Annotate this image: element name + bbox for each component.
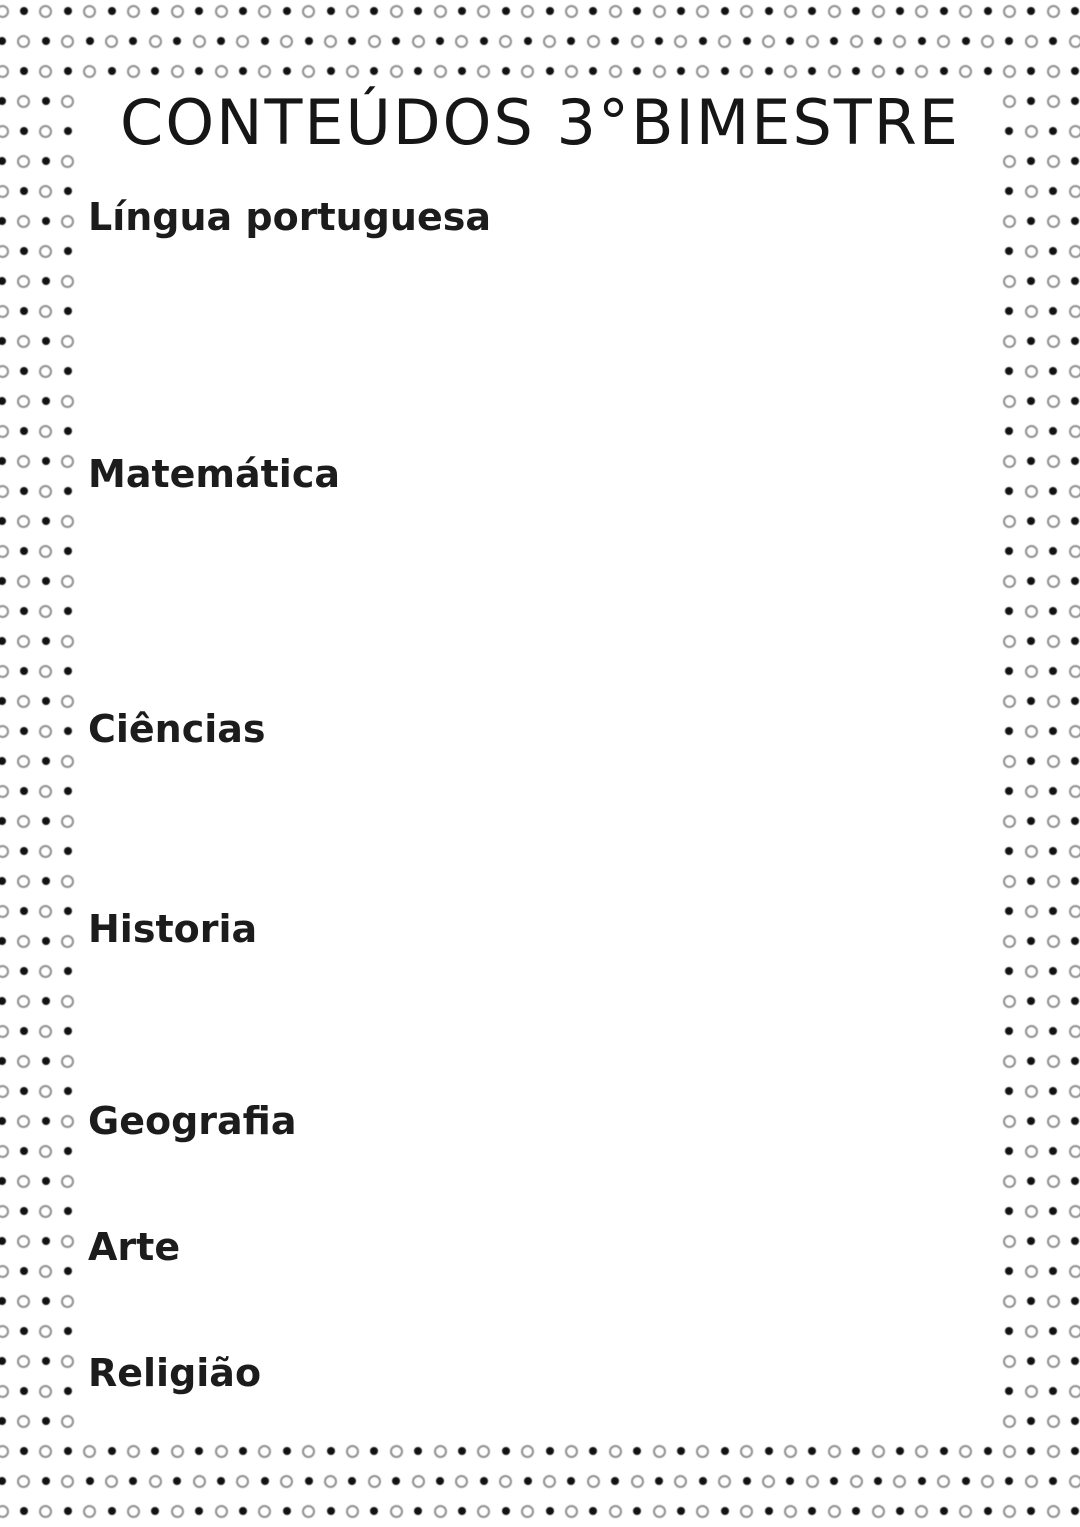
- subject-matematica: Matemática: [88, 452, 340, 496]
- subject-geografia: Geografia: [88, 1099, 297, 1143]
- subject-lingua-portuguesa: Língua portuguesa: [88, 195, 491, 239]
- subject-arte: Arte: [88, 1225, 181, 1269]
- subject-historia: Historia: [88, 907, 258, 951]
- page-title: CONTEÚDOS 3°BIMESTRE: [120, 86, 960, 159]
- subject-religiao: Religião: [88, 1351, 262, 1395]
- subject-ciencias: Ciências: [88, 707, 266, 751]
